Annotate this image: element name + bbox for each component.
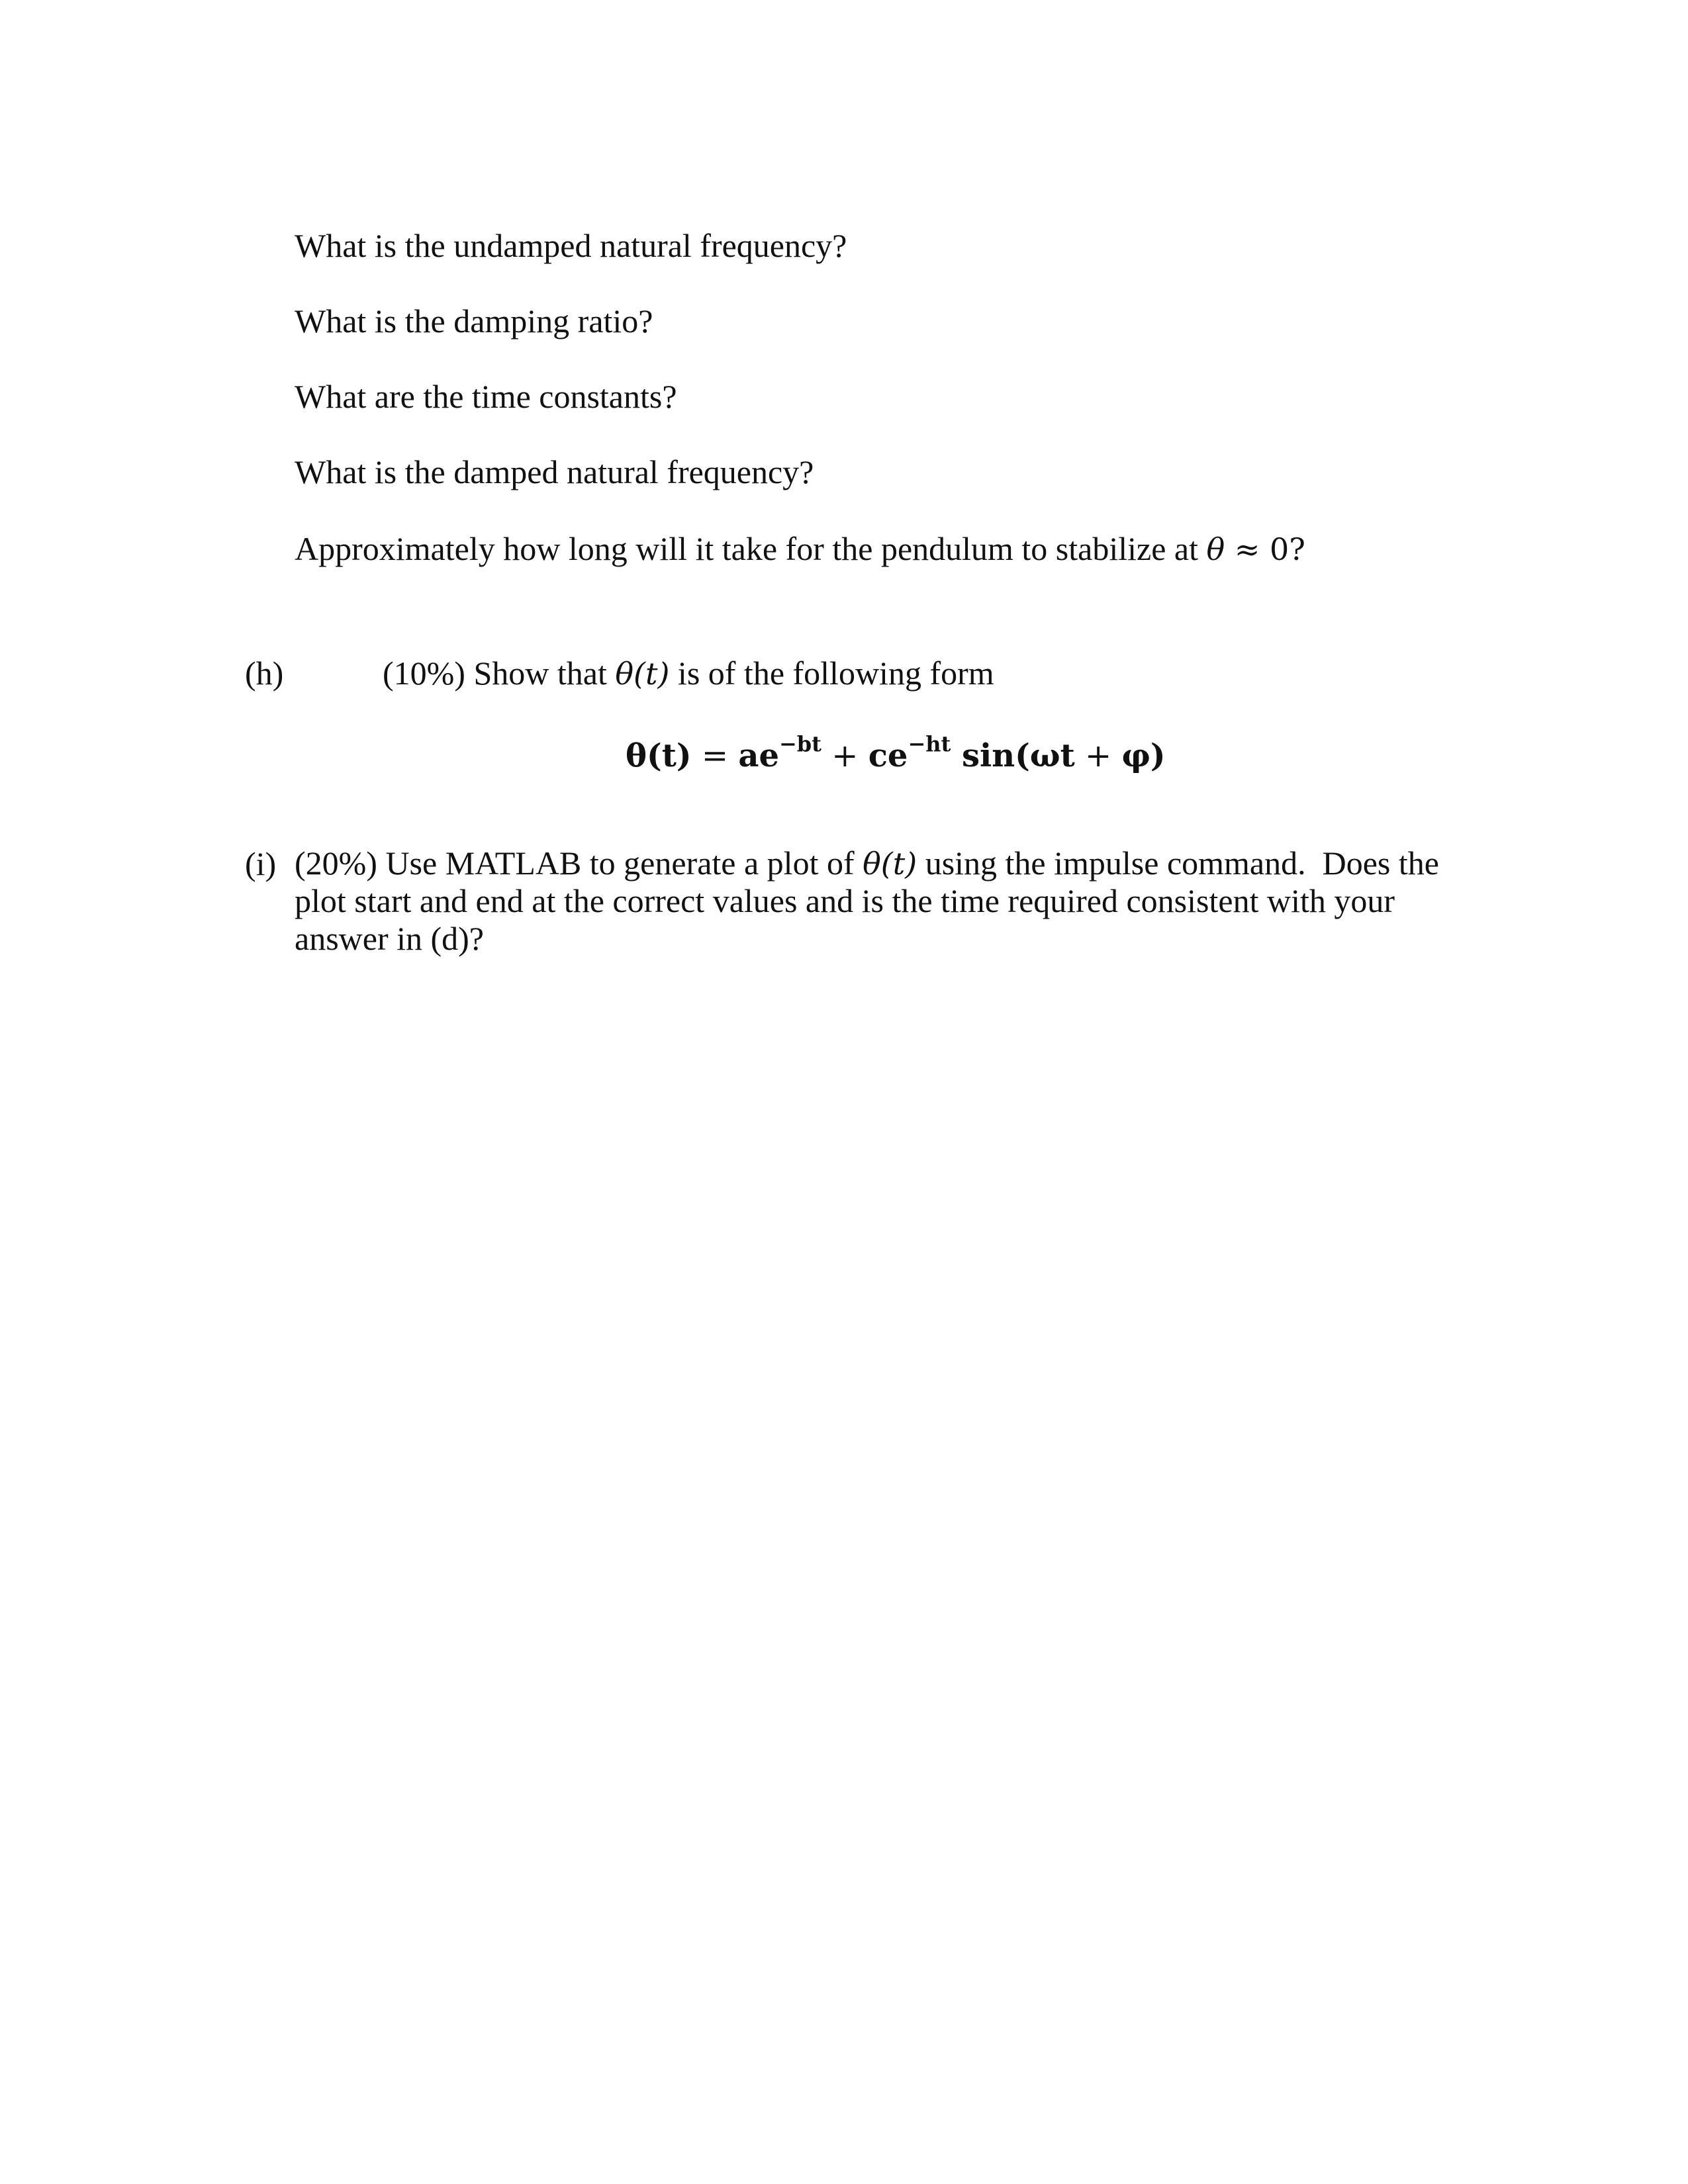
part-h-prefix: (10%) Show that (383, 655, 616, 692)
question-damped-natural-frequency (295, 453, 814, 491)
part-i-line-3: answer in (d)? (295, 920, 484, 957)
part-h-label: (h) (245, 655, 284, 692)
part-i-line1-prefix: (20%) Use MATLAB to generate a plot of (295, 844, 863, 882)
question-stabilize-time (295, 529, 1305, 569)
part-i-line-1 (295, 844, 1460, 882)
part-i-line-2: plot start and end at the correct values and is the time required consistent with your (295, 882, 1395, 919)
phase-phi: φ) (1121, 737, 1166, 774)
approx-zero: ≈ 0? (1225, 531, 1305, 567)
question-text: What is the damped natural frequency? (295, 453, 814, 490)
plus-sign: + (1074, 737, 1122, 774)
theta-of-t: θ(t) (615, 656, 670, 692)
equals-sign: = (691, 737, 739, 774)
question-text: Approximately how long will it take for the pendulum to stabilize at (295, 530, 1207, 567)
plus-sign: + (821, 737, 868, 774)
theta-of-t: θ(t) (863, 846, 917, 882)
theta-symbol: θ (1206, 531, 1225, 567)
term-a-e: ae (738, 737, 779, 774)
term-c-e: ce (868, 737, 908, 774)
exponent-ht: −ht (908, 731, 951, 756)
question-time-constants (295, 377, 677, 416)
part-i-label: (i) (245, 845, 277, 882)
part-i-line1-suffix: using the impulse command. Does the (917, 844, 1439, 882)
theta-equation (626, 728, 1166, 776)
question-text: What is the damping ratio? (295, 302, 653, 340)
question-undamped-natural-frequency (295, 226, 847, 265)
question-text: What is the undamped natural frequency? (295, 227, 847, 264)
exponent-bt: −bt (778, 731, 821, 756)
part-i-text (295, 844, 1460, 958)
part-h-suffix: is of the following form (669, 655, 994, 692)
equation-lhs: θ(t) (626, 737, 692, 774)
question-damping-ratio (295, 302, 653, 340)
question-text: What are the time constants? (295, 378, 677, 415)
sine-term: sin(ωt (951, 737, 1075, 774)
part-h-text (383, 654, 994, 693)
